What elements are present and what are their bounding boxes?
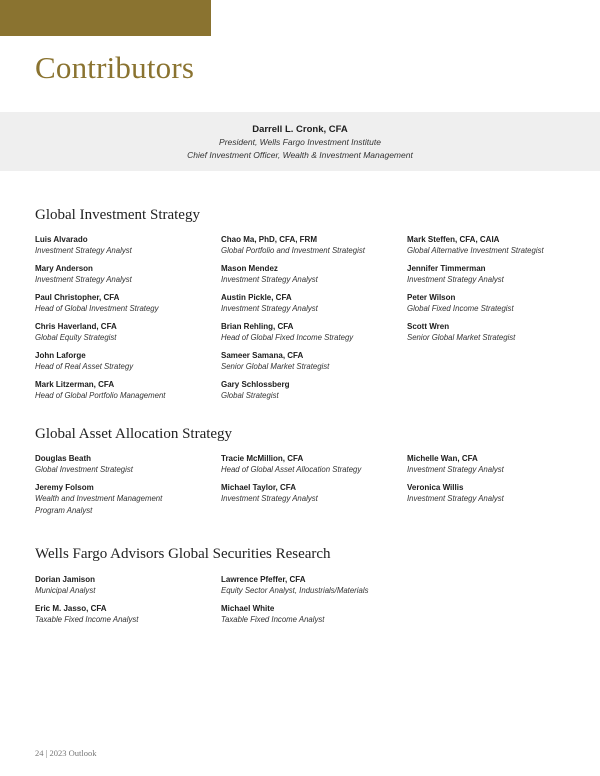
lead-contributor-box (0, 112, 600, 171)
contributor-role: Global Portfolio and Investment Strategist (221, 246, 365, 255)
lead-title-1: President, Wells Fargo Investment Institute (219, 137, 381, 147)
contributor-name: Veronica Willis (407, 483, 464, 492)
contributor (35, 379, 221, 402)
contributor-name: Jennifer Timmerman (407, 264, 486, 273)
contributor (35, 263, 221, 286)
contributor-role: Global Fixed Income Strategist (407, 304, 514, 313)
contributor-name: Michael White (221, 604, 275, 613)
section-heading-wells-fargo-advisors-global-securities-research: Wells Fargo Advisors Global Securities Research (35, 546, 331, 562)
contributor (221, 263, 407, 286)
contributor (35, 603, 221, 626)
contributor (221, 350, 407, 373)
contributor-name: Scott Wren (407, 322, 450, 331)
contributor (35, 350, 221, 373)
contributor-role: Head of Global Investment Strategy (35, 304, 159, 313)
contributor-role: Investment Strategy Analyst (35, 246, 132, 255)
contributors-grid-global-securities-research (35, 574, 407, 626)
page-title: Contributors (35, 50, 195, 85)
contributor-role: Investment Strategy Analyst (407, 494, 504, 503)
contributor-role: Investment Strategy Analyst (221, 304, 318, 313)
contributor-name: Paul Christopher, CFA (35, 293, 120, 302)
contributor (35, 234, 221, 257)
contributor-name: Luis Alvarado (35, 235, 88, 244)
publication-name: 2023 Outlook (49, 748, 97, 758)
contributor-role: Equity Sector Analyst, Industrials/Materials (221, 586, 369, 595)
contributor-name: Peter Wilson (407, 293, 456, 302)
contributor-name: John Laforge (35, 351, 86, 360)
contributor-name: Mason Mendez (221, 264, 278, 273)
contributor-role: Investment Strategy Analyst (407, 465, 504, 474)
contributor (407, 263, 593, 286)
contributor-name: Jeremy Folsom (35, 483, 94, 492)
contributor-name: Dorian Jamison (35, 575, 96, 584)
contributor (407, 453, 593, 476)
contributor-role: Global Alternative Investment Strategist (407, 246, 544, 255)
contributor-role: Global Investment Strategist (35, 465, 133, 474)
contributor (35, 292, 221, 315)
section-heading-global-investment-strategy: Global Investment Strategy (35, 207, 200, 223)
contributor-role: Senior Global Market Strategist (407, 333, 516, 342)
page-footer (35, 748, 96, 758)
contributor-role: Global Strategist (221, 391, 279, 400)
contributor (221, 234, 407, 257)
contributor-name: Chris Haverland, CFA (35, 322, 117, 331)
contributor-name: Gary Schlossberg (221, 380, 290, 389)
contributor (221, 321, 407, 344)
contributor-name: Michael Taylor, CFA (221, 483, 296, 492)
contributor-name: Mark Steffen, CFA, CAIA (407, 235, 500, 244)
contributor-name: Mark Litzerman, CFA (35, 380, 115, 389)
contributor (407, 292, 593, 315)
contributor (221, 453, 407, 476)
page-number: 24 (35, 748, 44, 758)
contributors-grid-global-asset-allocation-strategy (35, 453, 593, 517)
contributor (35, 574, 221, 597)
footer-separator: | (45, 748, 48, 758)
contributor-name: Eric M. Jasso, CFA (35, 604, 107, 613)
contributor (407, 482, 593, 517)
contributor-role: Investment Strategy Analyst (407, 275, 504, 284)
empty-cell (407, 350, 593, 373)
contributor (221, 603, 407, 626)
contributor-role: Senior Global Market Strategist (221, 362, 330, 371)
contributor-name: Chao Ma, PhD, CFA, FRM (221, 235, 317, 244)
contributor-role: Taxable Fixed Income Analyst (35, 615, 139, 624)
top-accent-bar (0, 0, 211, 36)
contributor-role: Head of Global Asset Allocation Strategy (221, 465, 362, 474)
contributor-name: Tracie McMillion, CFA (221, 454, 304, 463)
contributor-name: Sameer Samana, CFA (221, 351, 304, 360)
contributor-role: Head of Global Portfolio Management (35, 391, 166, 400)
contributor (35, 482, 221, 517)
contributor (407, 321, 593, 344)
contributor-role: Investment Strategy Analyst (221, 275, 318, 284)
contributors-grid-global-investment-strategy (35, 234, 593, 402)
lead-title-2: Chief Investment Officer, Wealth & Investment Management (187, 150, 413, 160)
contributor-name: Lawrence Pfeffer, CFA (221, 575, 306, 584)
contributor (221, 574, 407, 597)
contributor (35, 321, 221, 344)
contributor (221, 292, 407, 315)
contributor-role: Investment Strategy Analyst (35, 275, 132, 284)
contributor-name: Michelle Wan, CFA (407, 454, 478, 463)
contributor (35, 453, 221, 476)
contributor (221, 379, 407, 402)
contributor-role: Wealth and Investment Management Program Analyst (35, 494, 163, 515)
contributor-role: Global Equity Strategist (35, 333, 117, 342)
contributor-role: Investment Strategy Analyst (221, 494, 318, 503)
lead-name: Darrell L. Cronk, CFA (252, 124, 348, 135)
contributor-role: Head of Global Fixed Income Strategy (221, 333, 354, 342)
contributor (221, 482, 407, 517)
contributor (407, 234, 593, 257)
contributor-name: Brian Rehling, CFA (221, 322, 294, 331)
contributor-role: Taxable Fixed Income Analyst (221, 615, 325, 624)
contributor-name: Douglas Beath (35, 454, 92, 463)
contributor-role: Municipal Analyst (35, 586, 96, 595)
contributor-name: Austin Pickle, CFA (221, 293, 292, 302)
section-heading-global-asset-allocation-strategy: Global Asset Allocation Strategy (35, 426, 233, 442)
contributor-name: Mary Anderson (35, 264, 93, 273)
contributor-role: Head of Real Asset Strategy (35, 362, 134, 371)
